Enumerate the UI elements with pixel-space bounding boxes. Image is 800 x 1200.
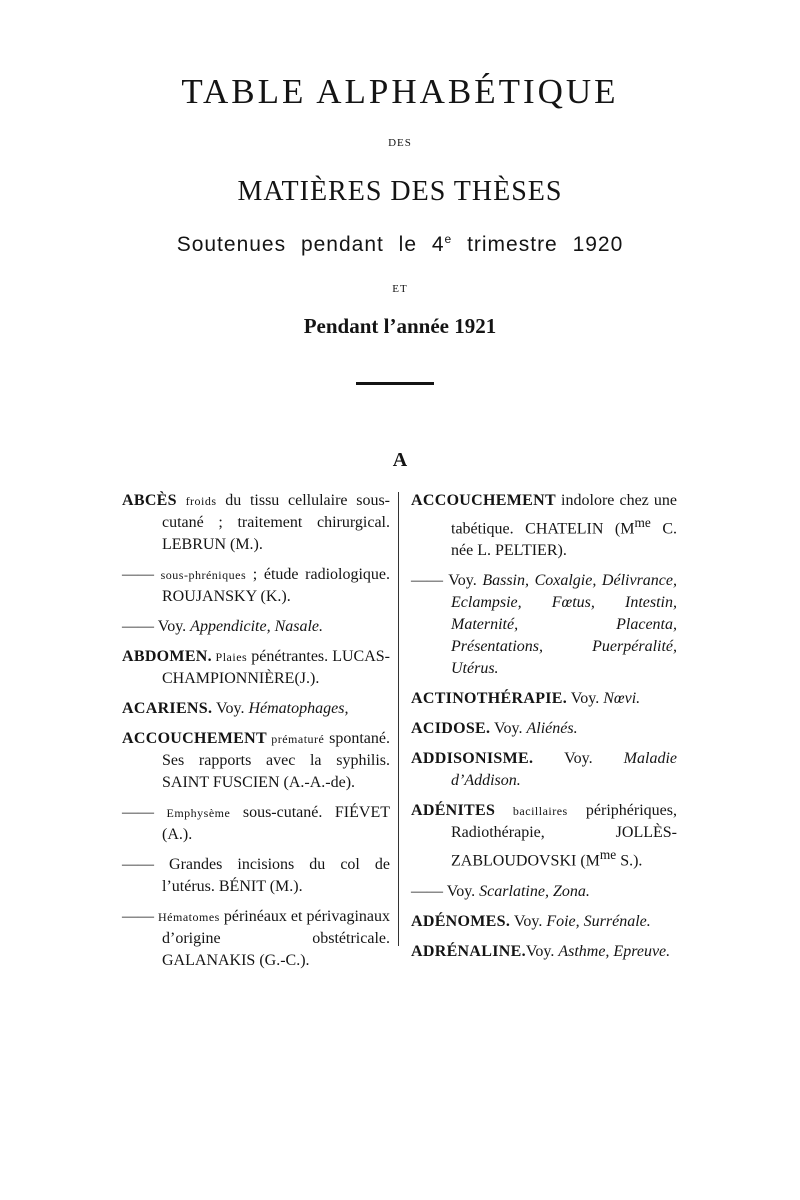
entry-dash: —— — [122, 804, 167, 821]
title-et: ET — [392, 283, 408, 295]
entry-body — [411, 911, 677, 933]
entry-keyword: ADRÉNALINE. — [411, 942, 526, 960]
entry-keyword: ADÉNOMES. — [411, 912, 511, 930]
period-pre: Soutenues pendant le 4 — [176, 233, 445, 256]
index-subentry — [122, 906, 390, 972]
entry-body — [411, 570, 677, 680]
entry-text: Voy. — [533, 750, 624, 768]
entry-body — [122, 906, 390, 972]
index-entry-adenomes — [411, 911, 677, 933]
period-line — [0, 232, 800, 257]
year-line: Pendant l’année 1921 — [303, 314, 497, 338]
entry-dash: —— Voy. — [122, 618, 191, 635]
index-entry-accouchement — [122, 728, 390, 794]
entry-body — [122, 616, 390, 638]
index-column-left — [122, 490, 390, 972]
index-entry-accouchement-indolore — [411, 490, 677, 562]
entry-body — [411, 718, 677, 740]
entry-keyword: ACCOUCHEMENT — [122, 730, 267, 747]
entry-reference: Asthme, Epreuve. — [558, 942, 671, 960]
section-letter: A — [392, 449, 408, 471]
entry-text: S.). — [616, 852, 643, 870]
index-subentry — [411, 570, 677, 680]
entry-text: spontané. Ses rapports avec la syphilis. SAINT FUSCIEN (A.-A.-de). — [162, 730, 391, 791]
entry-reference: Aliénés. — [526, 720, 578, 738]
index-entry-acariens — [122, 698, 390, 720]
column-divider — [398, 492, 399, 946]
entry-text: sous-cutané. FIÉVET (A.). — [162, 804, 390, 843]
index-entry-actinotherapie — [411, 688, 677, 710]
entry-keyword: ADÉNITES — [411, 802, 496, 820]
index-entry-acidose — [411, 718, 677, 740]
period-post: trimestre 1920 — [452, 233, 624, 256]
entry-reference: Foie, Surrénale. — [546, 912, 651, 930]
index-subentry — [122, 564, 390, 608]
entry-text: du tissu cellulaire sous-cutané ; traitement chirurgical. LEBRUN (M.). — [162, 492, 391, 553]
entry-body — [411, 941, 677, 963]
entry-sup: me — [634, 515, 651, 530]
entry-body — [411, 748, 677, 792]
index-entry-abces — [122, 490, 390, 556]
entry-keyword: ACTINOTHÉRAPIE. — [411, 690, 568, 708]
entry-body — [122, 646, 390, 690]
entry-body: —— Grandes incisions du col de l’utérus. BÉNIT (M.). — [122, 856, 390, 895]
entry-body — [122, 698, 390, 720]
entry-keyword: ADDISONISME. — [411, 750, 534, 768]
entry-text: C. née L. PELTIER). — [451, 520, 678, 560]
entry-text: ; étude radiologique. ROUJANSKY (K.). — [162, 566, 390, 605]
entry-text: Voy. — [525, 942, 559, 960]
index-subentry — [122, 802, 390, 846]
entry-keyword: ACIDOSE. — [411, 720, 491, 738]
entry-reference: Hématophages, — [248, 700, 349, 717]
entry-smallcaps: froids — [185, 494, 217, 508]
entry-body — [411, 881, 677, 903]
entry-sup: me — [599, 847, 617, 863]
entry-text: Voy. — [567, 690, 604, 708]
entry-text: Voy. — [212, 700, 249, 717]
entry-body — [122, 728, 390, 794]
entry-text: périphériques, Radiothérapie, JOLLÈS-ZABLOUDOVSKI (M — [451, 802, 678, 870]
entry-text: Voy. — [510, 912, 547, 930]
entry-body — [122, 802, 390, 846]
header-rule — [356, 382, 434, 385]
entry-body — [122, 490, 390, 556]
entry-text: indolore chez une tabétique. CHATELIN (M — [451, 492, 677, 538]
entry-smallcaps: bacillaires — [495, 804, 568, 819]
entry-body — [411, 490, 677, 562]
entry-smallcaps: Emphysème — [166, 806, 231, 820]
entry-reference: Nœvi. — [603, 690, 641, 708]
entry-dash: —— Voy. — [411, 882, 480, 900]
entry-reference: Maladie d’Addison. — [451, 750, 677, 790]
period-sup: e — [444, 232, 453, 246]
entry-smallcaps: prématuré — [266, 732, 325, 746]
index-column-right — [411, 490, 677, 971]
entry-smallcaps: sous-phréniques — [160, 568, 247, 582]
entry-body — [411, 688, 677, 710]
index-subentry — [411, 881, 677, 903]
entry-smallcaps: Plaies — [211, 650, 248, 664]
entry-text: périnéaux et périvaginaux d’origine obstétricale. GALANAKIS (G.-C.). — [162, 908, 391, 969]
entry-dash: —— Voy. — [411, 572, 483, 590]
page-subtitle: MATIÈRES DES THÈSES — [237, 176, 563, 207]
entry-dash: —— — [122, 566, 161, 583]
entry-reference: Scarlatine, Zona. — [479, 882, 590, 900]
page-title: TABLE ALPHABÉTIQUE — [181, 72, 619, 111]
index-entry-abdomen — [122, 646, 390, 690]
entry-text: Voy. — [490, 720, 527, 738]
index-subentry — [122, 854, 390, 898]
entry-keyword: ABDOMEN. — [122, 648, 212, 665]
entry-smallcaps: Hématomes — [158, 910, 220, 924]
index-entry-addisonisme — [411, 748, 677, 792]
entry-body — [411, 800, 677, 872]
index-entry-adrenaline — [411, 941, 677, 963]
entry-keyword: ACARIENS. — [122, 700, 213, 717]
index-entry-adenites — [411, 800, 677, 872]
index-subentry — [122, 616, 390, 638]
entry-keyword: ABCÈS — [122, 492, 177, 509]
entry-reference: Bassin, Coxalgie, Délivrance, Eclampsie, Fœtus, Intestin, Maternité, Placenta, Présentations, Puerpéralité, Utérus. — [451, 572, 677, 678]
entry-text: pénétrantes. LUCAS-CHAMPIONNIÈRE(J.). — [162, 648, 390, 687]
entry-dash: —— — [122, 908, 159, 925]
entry-reference: Appendicite, Nasale. — [190, 618, 324, 635]
entry-keyword: ACCOUCHEMENT — [411, 492, 556, 509]
title-des: DES — [388, 137, 412, 149]
entry-body — [122, 564, 390, 608]
